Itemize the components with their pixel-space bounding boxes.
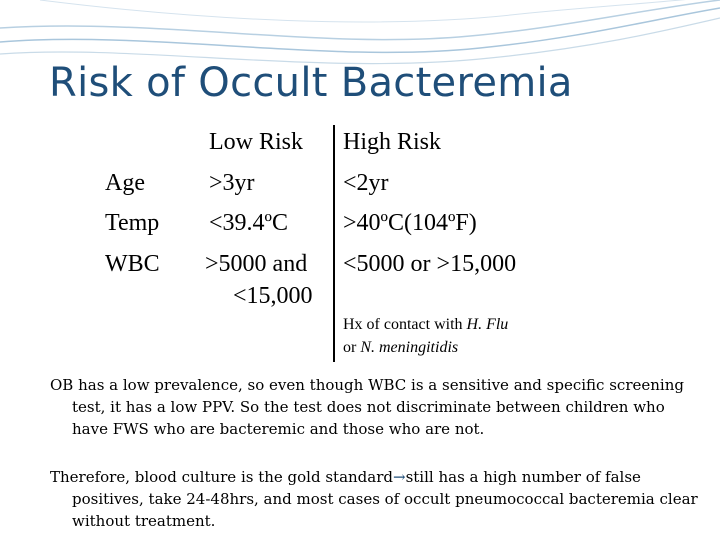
right-arrow-icon: → <box>393 468 406 486</box>
paragraph-2-lead: Therefore, blood culture is the gold standard <box>50 468 393 486</box>
contact-note-prefix: Hx of contact with <box>343 316 467 333</box>
column-divider <box>333 125 335 362</box>
low-risk-wbc: >5000 and <box>205 251 308 277</box>
low-risk-header: Low Risk <box>209 129 304 155</box>
low-risk-temp: <39.4ºC <box>209 210 288 236</box>
low-risk-age: >3yr <box>209 170 255 196</box>
contact-note-organism-1: H. Flu <box>466 316 509 333</box>
contact-note-organism-2: N. meningitidis <box>360 339 459 356</box>
high-risk-wbc: <5000 or >15,000 <box>343 251 517 277</box>
row-label-wbc: WBC <box>105 251 160 277</box>
contact-note-line-2 <box>343 340 458 356</box>
low-risk-wbc-line2: <15,000 <box>233 283 313 309</box>
contact-note-or: or <box>343 339 361 356</box>
contact-note-line-1 <box>343 317 508 333</box>
explanation-paragraph-1: OB has a low prevalence, so even though WBC is a sensitive and specific screening test, it has a low PPV. So the test does not discriminate between children who have FWS who are bacteremic and those who are not. <box>50 376 684 438</box>
paragraph-2-rest: still has a high number of false positives, take 24-48hrs, and most cases of occult pneumococcal bacteremia clear without treatment. <box>72 468 698 530</box>
explanation-paragraph-2 <box>50 466 702 532</box>
high-risk-header: High Risk <box>343 129 442 155</box>
high-risk-age: <2yr <box>343 170 389 196</box>
slide-title: Risk of Occult Bacteremia <box>49 60 573 106</box>
row-label-age: Age <box>105 170 145 196</box>
high-risk-temp: >40ºC(104ºF) <box>343 210 477 236</box>
row-label-temp: Temp <box>105 210 160 236</box>
